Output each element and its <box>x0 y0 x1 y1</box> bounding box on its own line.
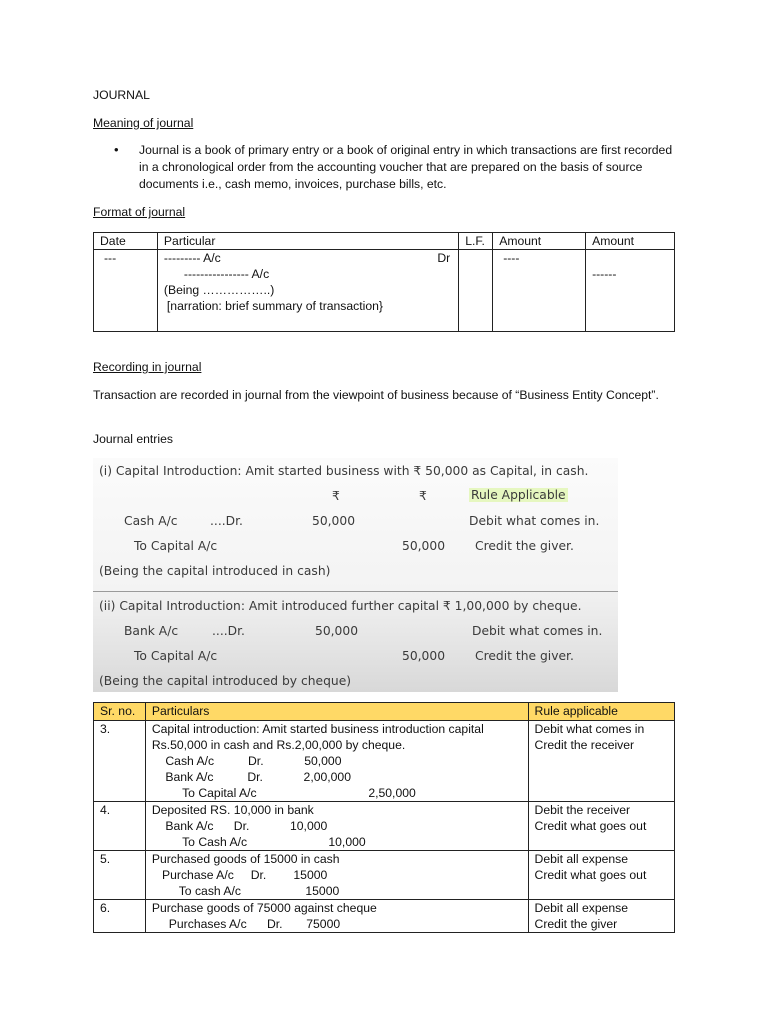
rule-line: Credit the giver <box>534 917 618 931</box>
format-dr-label: Dr <box>437 251 451 265</box>
format-particular-cell <box>157 250 458 332</box>
example-2-debit-amount: 50,000 <box>315 624 359 638</box>
format-header-lf: L.F. <box>459 233 493 250</box>
example-2-credit-amount: 50,000 <box>402 649 446 663</box>
example-1-dr: ....Dr. <box>210 514 243 528</box>
header-sr-no: Sr. no. <box>94 703 146 721</box>
particulars-line: Bank A/c Dr. 2,00,000 <box>151 770 351 784</box>
entries-label: Journal entries <box>93 432 173 446</box>
rule-line: Debit what comes in <box>534 722 645 736</box>
particulars-cell <box>145 721 528 802</box>
example-1-debit-amount: 50,000 <box>312 514 356 528</box>
format-being-line: (Being ……………..) <box>163 283 275 297</box>
example-1-debit-rule: Debit what comes in. <box>469 514 600 528</box>
particulars-line: Purchased goods of 15000 in cash <box>151 852 340 866</box>
example-2-debit-rule: Debit what comes in. <box>472 624 603 638</box>
rule-line: Credit the receiver <box>534 738 635 752</box>
table-row <box>94 721 675 802</box>
particulars-line: Deposited RS. 10,000 in bank <box>151 803 314 817</box>
rule-cell <box>528 721 674 802</box>
table-row <box>94 802 675 851</box>
example-1-debit-account: Cash A/c <box>124 514 178 528</box>
rule-applicable-label: Rule Applicable <box>471 488 566 502</box>
sr-no-cell: 4. <box>94 802 146 851</box>
rule-cell <box>528 851 674 900</box>
rule-line: Debit all expense <box>534 901 629 915</box>
format-table <box>93 232 675 332</box>
header-particulars: Particulars <box>145 703 528 721</box>
format-header-date: Date <box>94 233 158 250</box>
meaning-heading: Meaning of journal <box>93 116 194 130</box>
particulars-line: Purchase A/c Dr. 15000 <box>151 868 328 882</box>
rule-line: Credit what goes out <box>534 868 647 882</box>
format-amount-cr-cell: ------ <box>586 250 675 332</box>
example-1-credit-account: To Capital A/c <box>134 539 218 553</box>
particulars-line: Bank A/c Dr. 10,000 <box>151 819 328 833</box>
recording-text: Transaction are recorded in journal from the viewpoint of business because of “Business Entity Concept”. <box>93 388 659 402</box>
header-rule-applicable: Rule applicable <box>528 703 674 721</box>
format-debit-line: --------- A/c <box>163 251 221 265</box>
example-2-title: (ii) Capital Introduction: Amit introduced further capital ₹ 1,00,000 by cheque. <box>99 599 582 613</box>
sr-no-cell: 5. <box>94 851 146 900</box>
example-2-dr: ....Dr. <box>212 624 245 638</box>
entries-table <box>93 702 675 933</box>
particulars-line: To Cash A/c 10,000 <box>151 835 366 849</box>
example-entry-2 <box>93 592 618 692</box>
sr-no-cell: 6. <box>94 900 146 933</box>
format-amount-dr-cell: ---- <box>493 250 586 332</box>
meaning-text: Journal is a book of primary entry or a book of original entry in which transactions are first recorded in a chronological order from the accounting voucher that are prepared on the basis of source documents i.e., cash memo, invoices, purchase bills, etc. <box>139 143 673 191</box>
example-2-credit-rule: Credit the giver. <box>475 649 574 663</box>
table-row <box>94 851 675 900</box>
example-1-credit-amount: 50,000 <box>402 539 446 553</box>
example-2-debit-account: Bank A/c <box>124 624 179 638</box>
format-header-amount-cr: Amount <box>586 233 675 250</box>
example-1-narration: (Being the capital introduced in cash) <box>99 564 331 578</box>
rule-line: Debit the receiver <box>534 803 631 817</box>
example-entry-1 <box>93 458 618 591</box>
particulars-line: To Capital A/c 2,50,000 <box>151 786 416 800</box>
particulars-line: Rs.50,000 in cash and Rs.2,00,000 by cheque. <box>151 738 406 752</box>
particulars-cell <box>145 851 528 900</box>
rule-cell <box>528 802 674 851</box>
format-header-amount-dr: Amount <box>493 233 586 250</box>
format-header-particular: Particular <box>157 233 458 250</box>
example-1-title: (i) Capital Introduction: Amit started business with ₹ 50,000 as Capital, in cash. <box>99 464 589 478</box>
particulars-line: Capital introduction: Amit started business introduction capital <box>151 722 484 736</box>
format-lf-cell <box>459 250 493 332</box>
format-credit-line: ---------------- A/c <box>183 267 270 281</box>
journal-example-image <box>93 458 618 692</box>
particulars-line: Cash A/c Dr. 50,000 <box>151 754 342 768</box>
rule-line: Debit all expense <box>534 852 629 866</box>
recording-heading: Recording in journal <box>93 360 202 374</box>
example-2-narration: (Being the capital introduced by cheque) <box>99 674 352 688</box>
particulars-line: To cash A/c 15000 <box>151 884 340 898</box>
rule-line: Credit what goes out <box>534 819 647 833</box>
particulars-line: Purchase goods of 75000 against cheque <box>151 901 377 915</box>
particulars-line: Purchases A/c Dr. 75000 <box>151 917 341 931</box>
sr-no-cell: 3. <box>94 721 146 802</box>
rupee-symbol-2: ₹ <box>419 489 427 503</box>
particulars-cell <box>145 802 528 851</box>
table-row <box>94 900 675 933</box>
bullet-dot: • <box>114 142 119 157</box>
rule-cell <box>528 900 674 933</box>
format-heading: Format of journal <box>93 205 186 219</box>
example-2-credit-account: To Capital A/c <box>134 649 218 663</box>
format-narration-line: [narration: brief summary of transaction} <box>166 299 383 313</box>
page-title: JOURNAL <box>93 88 150 102</box>
format-date-cell: --- <box>94 250 158 332</box>
particulars-cell <box>145 900 528 933</box>
example-1-credit-rule: Credit the giver. <box>475 539 574 553</box>
rupee-symbol-1: ₹ <box>332 489 340 503</box>
